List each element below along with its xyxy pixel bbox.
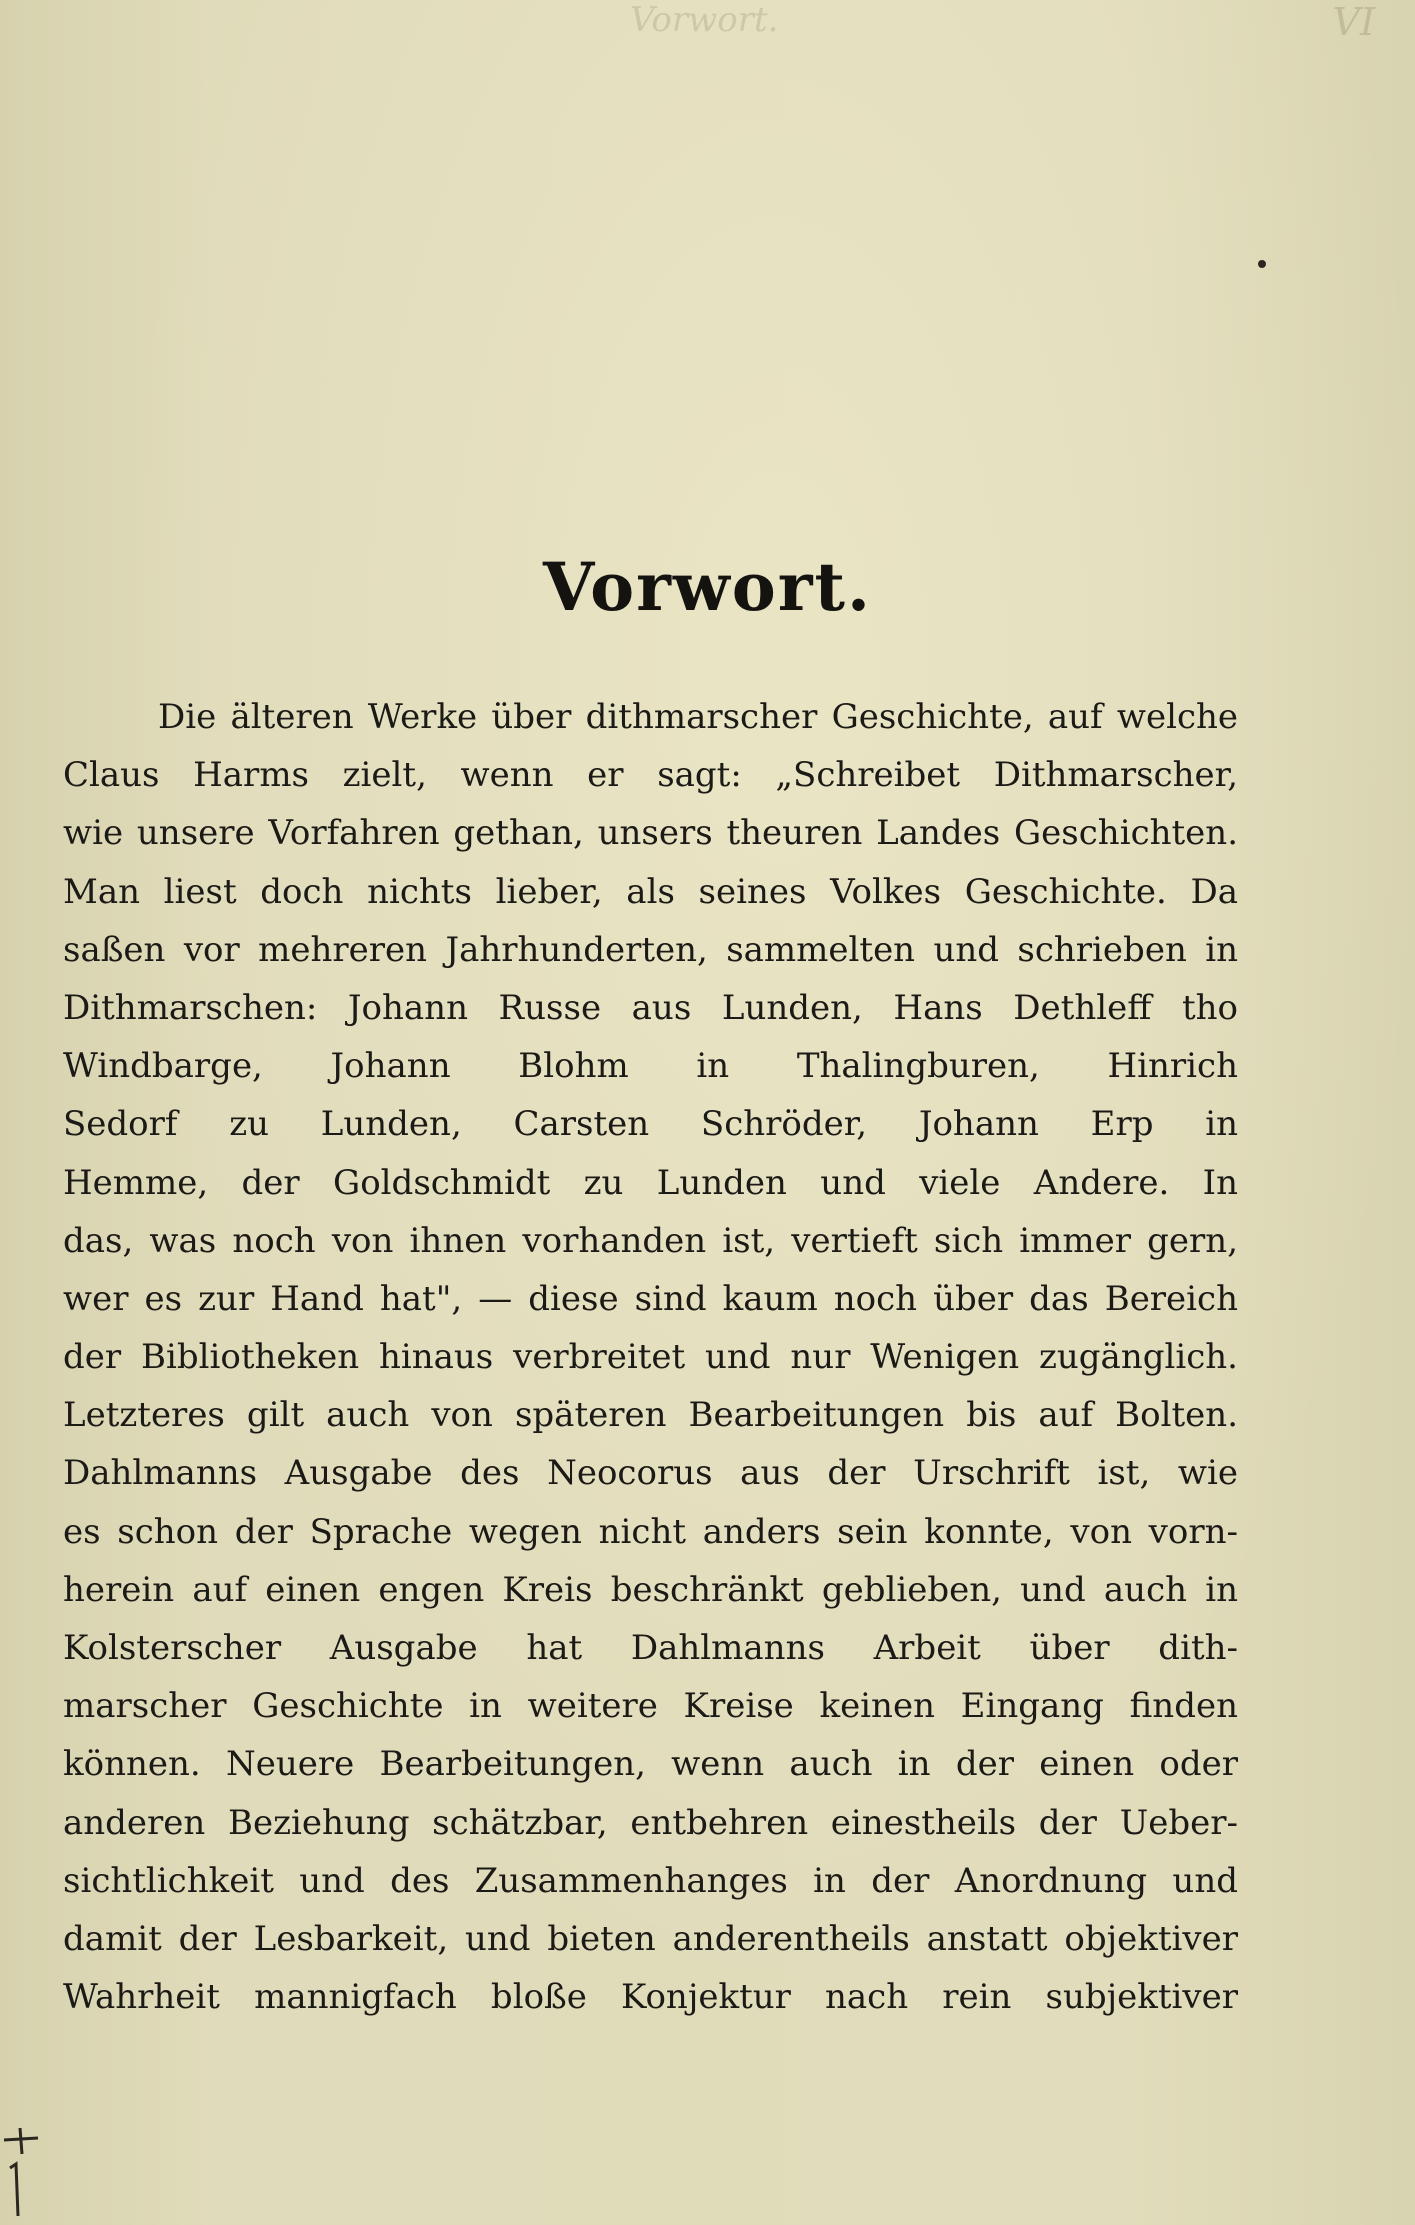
text-line: Kolsterscher Ausgabe hat Dahlmanns Arbeit über dith- xyxy=(63,1628,1238,1668)
text-line: marscher Geschichte in weitere Kreise keinen Eingang finden xyxy=(63,1686,1238,1727)
page-title: Vorwort. xyxy=(542,548,873,626)
text-line: Letzteres gilt auch von späteren Bearbeitungen bis auf Bolten. xyxy=(63,1395,1238,1436)
text-line: Hemme, der Goldschmidt zu Lunden und viele Andere. In xyxy=(63,1162,1238,1203)
text-line: saßen vor mehreren Jahrhunderten, sammelten und schrieben in xyxy=(63,929,1238,970)
text-line: Dahlmanns Ausgabe des Neocorus aus der Urschrift ist, wie xyxy=(63,1453,1238,1494)
show-through-page-number: VI xyxy=(1332,0,1375,44)
text-line: Dithmarschen: Johann Russe aus Lunden, Hans Dethleff tho xyxy=(63,987,1238,1028)
text-line: sichtlichkeit und des Zusammenhanges in der Anordnung und xyxy=(63,1860,1238,1901)
ink-speck xyxy=(1258,260,1266,268)
text-line: herein auf einen engen Kreis beschränkt geblieben, und auch in xyxy=(63,1569,1238,1610)
text-line: Windbarge, Johann Blohm in Thalingburen, Hinrich xyxy=(63,1046,1238,1087)
text-line: anderen Beziehung schätzbar, entbehren einestheils der Ueber- xyxy=(63,1802,1238,1843)
text-line: wie unsere Vorfahren gethan, unsers theuren Landes Geschichten. xyxy=(63,813,1238,854)
body-text xyxy=(63,688,1238,2026)
text-line: das, was noch von ihnen vorhanden ist, vertieft sich immer gern, xyxy=(63,1220,1238,1261)
text-line: Sedorf zu Lunden, Carsten Schröder, Johann Erp in xyxy=(63,1104,1238,1145)
text-line: Man liest doch nichts lieber, als seines Volkes Geschichte. Da xyxy=(63,871,1238,912)
text-line: der Bibliotheken hinaus verbreitet und nur Wenigen zugänglich. xyxy=(63,1337,1238,1378)
text-line: wer es zur Hand hat", — diese sind kaum noch über das Bereich xyxy=(63,1278,1238,1319)
text-line: es schon der Sprache wegen nicht anders sein konnte, von vorn- xyxy=(63,1511,1238,1552)
text-line: damit der Lesbarkeit, und bieten anderentheils anstatt objektiver xyxy=(63,1918,1238,1959)
text-line: Claus Harms zielt, wenn er sagt: „Schreibet Dithmarscher, xyxy=(63,755,1238,796)
text-line: Die älteren Werke über dithmarscher Geschichte, auf welche xyxy=(158,697,1238,737)
show-through-running-head: Vorwort. xyxy=(630,0,779,40)
margin-pencil-mark xyxy=(2,2120,42,2220)
text-line: können. Neuere Bearbeitungen, wenn auch in der einen oder xyxy=(63,1744,1238,1785)
text-line: Wahrheit mannigfach bloße Konjektur nach rein subjektiver xyxy=(63,1977,1238,2018)
